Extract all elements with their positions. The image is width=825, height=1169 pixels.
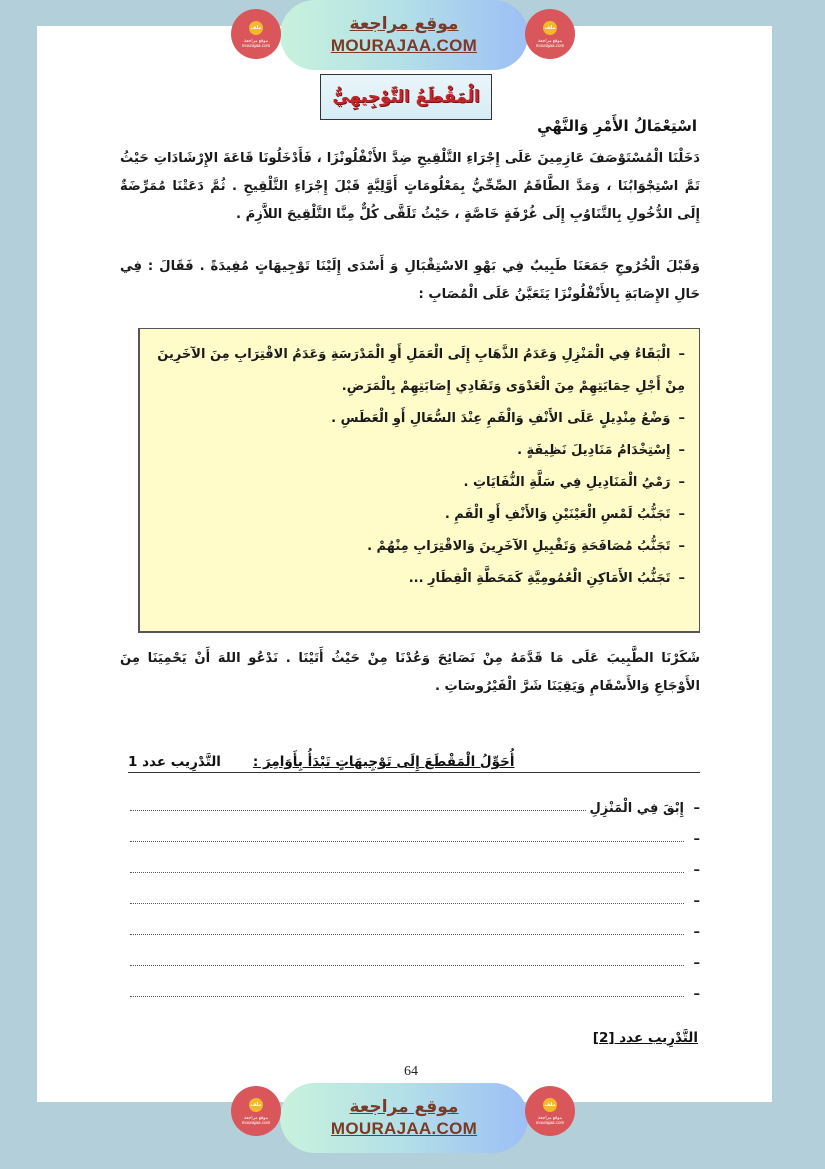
mourajaa-logo-top-right[interactable]: ملف موقع مراجعة mourajaa.com bbox=[525, 9, 575, 59]
answer-line[interactable]: – bbox=[130, 816, 700, 847]
mourajaa-logo-bottom-left[interactable]: ملف موقع مراجعة mourajaa.com bbox=[231, 1086, 281, 1136]
advice-item: –رَمْيُ الْمَنَادِيلِ فِي سَلَّةِ النُّفَايَاتِ . bbox=[463, 475, 685, 490]
lesson-heading: اسْتِعْمَالُ الأَمْرِ وَالنَّهْيِ bbox=[537, 117, 697, 135]
answer-line[interactable]: – bbox=[130, 971, 700, 1002]
dotted-answer-field[interactable] bbox=[130, 903, 684, 904]
banner-latin-text: MOURAJAA.COM bbox=[330, 1119, 478, 1138]
book-icon: ملف bbox=[249, 21, 263, 35]
exercise-2-title: التَّدْرِيب عدد [2] bbox=[592, 1030, 698, 1046]
exercise-1-label: التَّدْرِيب عدد 1 bbox=[128, 754, 221, 770]
advice-item: –وَضْعُ مِنْدِيلٍ عَلَى الأَنْفِ وَالْفَمِ عِنْدَ السُّعَالِ أَوِ الْعَطَسِ . bbox=[331, 411, 685, 426]
answer-prefill: إِبْقَ فِي الْمَنْزِلِ bbox=[589, 801, 684, 816]
exercise-1-title bbox=[128, 754, 700, 773]
paragraph-1: دَخَلْنَا الْمُسْتَوْصَفَ عَازِمِينَ عَلَى إِجْرَاءِ التَّلْقِيحِ ضِدَّ الأَنْفْلُونْزَا ، فَأَدْخَلُونَا قَاعَةَ الإِرْشَادَاتِ حَيْثُ تَمَّ اسْتِجْوَابُنَا ، وَمَدَّ الطَّاقَمُ الصِّحِّيُّ بِمَعْلُومَاتٍ أَوَّلِيَّةٍ قَبْلَ إِجْرَاءِ التَّلْقِيحِ . ثُمَّ دَعَتْنَا مُمَرِّضَةٌ إِلَى الدُّخُولِ بِالتَّنَاوُبِ إِلَى غُرْفَةٍ خَاصَّةٍ ، حَيْثُ تَلَقَّى كُلٌّ مِنَّا التَّلْقِيحَ اللاَّزِمَ . bbox=[120, 151, 700, 222]
answer-line[interactable]: – إِبْقَ فِي الْمَنْزِلِ bbox=[130, 785, 700, 816]
answer-line[interactable]: – bbox=[130, 847, 700, 878]
answer-line[interactable]: – bbox=[130, 909, 700, 940]
mourajaa-logo-bottom-right[interactable]: ملف موقع مراجعة mourajaa.com bbox=[525, 1086, 575, 1136]
exercise-1-instruction: أُحَوِّلُ الْمَقْطَعَ إِلَى تَوْجِيهَاتٍ تَبْدَأُ بِأَوَامِرَ : bbox=[252, 754, 515, 770]
watermark-banner-bottom[interactable] bbox=[280, 1083, 528, 1153]
watermark-banner-top[interactable] bbox=[280, 0, 528, 70]
banner-latin-text: MOURAJAA.COM bbox=[330, 36, 478, 55]
book-icon: ملف bbox=[249, 1098, 263, 1112]
banner-arabic-text: موقع مراجعة bbox=[349, 14, 459, 34]
advice-list bbox=[150, 339, 685, 595]
dotted-answer-field[interactable] bbox=[130, 872, 684, 873]
section-title: الْمَقْطَعُ التَّوْجِيهِيُّ bbox=[332, 87, 480, 107]
advice-item: –تَجَنُّبُ لَمْسِ الْعَيْنَيْنِ وَالأَنْفِ أَوِ الْفَمِ . bbox=[444, 507, 685, 522]
dotted-answer-field[interactable] bbox=[130, 934, 684, 935]
advice-item: –الْبَقَاءُ فِي الْمَنْزِلِ وَعَدَمُ الذَّهَابِ إِلَى الْعَمَلِ أَوِ الْمَدْرَسَةِ وَعَدَمُ الاقْتِرَابِ مِنَ الآخَرِينَ مِنْ أَجْلِ حِمَايَتِهِمْ مِنَ الْعَدْوَى وَتَفَادِي إِصَابَتِهِمْ بِالْمَرَضِ. bbox=[157, 347, 685, 394]
paragraph-2: وَقَبْلَ الْخُرُوجِ جَمَعَنَا طَبِيبٌ فِي بَهْوِ الاسْتِقْبَالِ وَ أَسْدَى إِلَيْنَا تَوْجِيهَاتٍ مُفِيدَةً . فَقَالَ : فِي حَالِ الإِصَابَةِ بِالأَنْفْلُونْزَا يَتَعَيَّنُ عَلَى الْمُصَابِ : bbox=[120, 259, 700, 302]
section-title-box bbox=[320, 74, 492, 120]
dotted-answer-field[interactable] bbox=[130, 841, 684, 842]
advice-item: –تَجَنُّبُ مُصَافَحَةِ وَتَقْبِيلِ الآخَرِينَ وَالاقْتِرَابِ مِنْهُمْ . bbox=[367, 539, 685, 554]
book-icon: ملف bbox=[543, 1098, 557, 1112]
dotted-answer-field[interactable] bbox=[130, 965, 684, 966]
mourajaa-logo-top-left[interactable]: ملف موقع مراجعة mourajaa.com bbox=[231, 9, 281, 59]
answer-line[interactable]: – bbox=[130, 940, 700, 971]
advice-box bbox=[138, 328, 700, 633]
dotted-answer-field[interactable] bbox=[130, 996, 684, 997]
banner-arabic-text: موقع مراجعة bbox=[349, 1097, 459, 1117]
advice-item: –تَجَنُّبُ الأَمَاكِنِ الْعُمُومِيَّةِ كَمَحَطَّةِ الْقِطَارِ ... bbox=[408, 571, 685, 586]
dotted-answer-field[interactable] bbox=[130, 810, 586, 811]
advice-item: –إِسْتِخْدَامُ مَنَادِيلَ نَظِيفَةٍ . bbox=[517, 443, 685, 458]
answer-line[interactable]: – bbox=[130, 878, 700, 909]
paragraph-3: شَكَرْنَا الطَّبِيبَ عَلَى مَا قَدَّمَهُ مِنْ نَصَائِحَ وَعُدْنَا مِنْ حَيْثُ أَتَيْنَا . نَدْعُو اللهَ أَنْ يَحْمِيَنَا مِنَ الأَوْجَاعِ وَالأَسْقَامِ وَيَقِيَنَا شَرَّ الْفَيْرُوسَاتِ . bbox=[120, 651, 700, 694]
book-icon: ملف bbox=[543, 21, 557, 35]
page-number: 64 bbox=[404, 1064, 418, 1079]
exercise-1-answer-lines bbox=[130, 785, 700, 1002]
